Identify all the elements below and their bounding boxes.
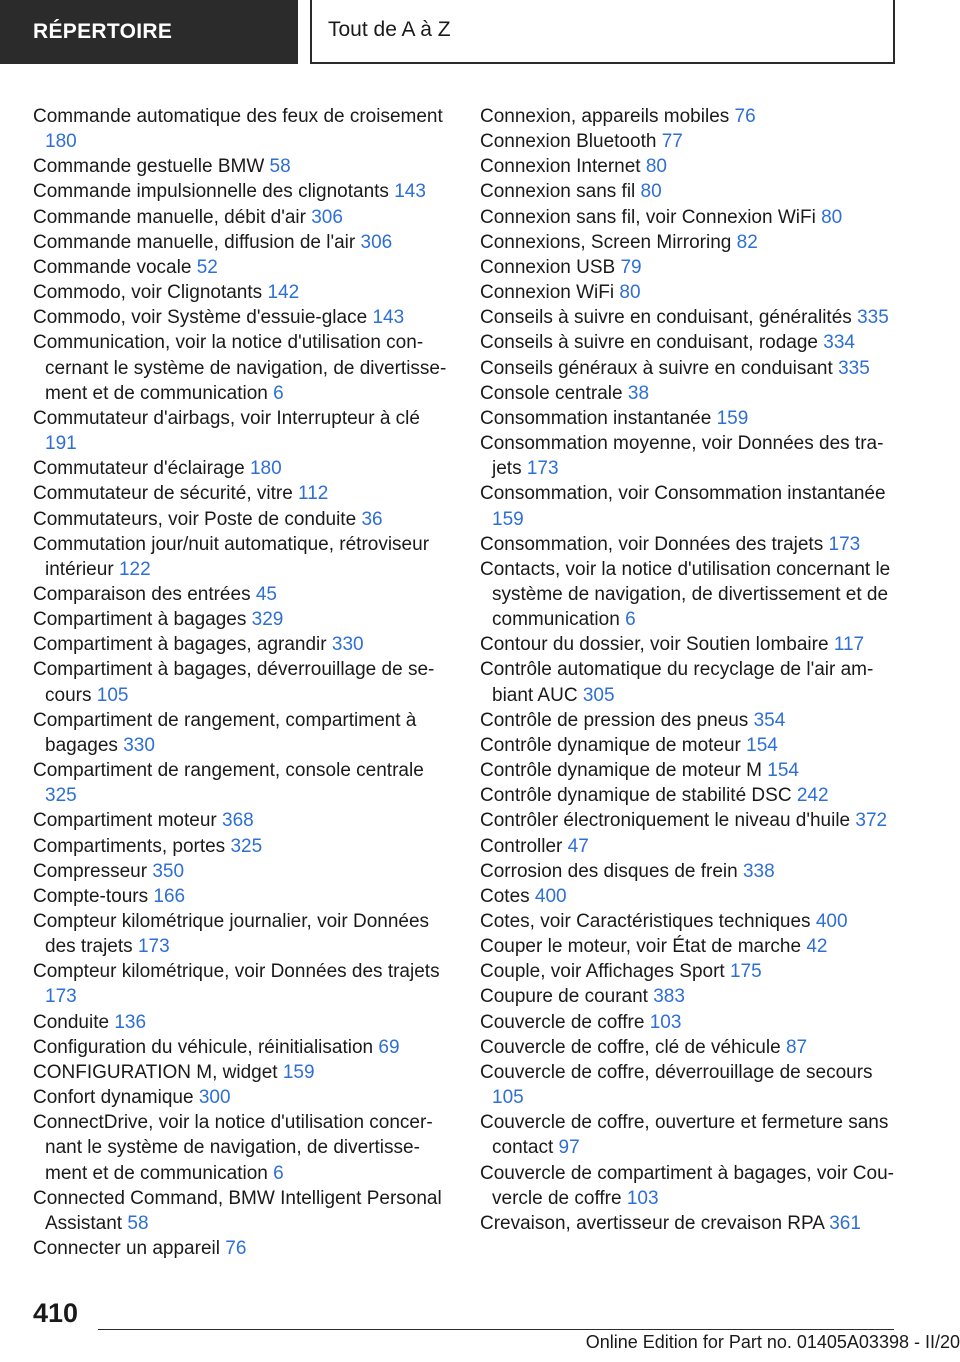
index-page-link[interactable]: 372: [855, 810, 888, 832]
index-page-link[interactable]: 136: [114, 1011, 147, 1033]
section-tab: RÉPERTOIRE: [0, 0, 298, 64]
index-entry: [33, 859, 453, 884]
index-page-link[interactable]: 334: [823, 332, 855, 354]
footer-edition: Online Edition for Part no. 01405A03398 - II/20: [585, 1332, 960, 1352]
index-entry-text: Couvercle de compartiment à bagages, voir Couvercle de coffre: [480, 1162, 894, 1209]
index-entry-text: Commande manuelle, diffusion de l'air: [33, 231, 356, 253]
index-page-link[interactable]: 6: [273, 1162, 284, 1184]
index-entry: [33, 305, 453, 330]
index-entry-text: Connexion, appareils mobiles: [480, 106, 730, 127]
index-entry: [480, 104, 898, 129]
index-entry-text: Crevaison, avertisseur de crevaison RPA: [480, 1212, 824, 1234]
index-entry: [480, 406, 898, 431]
index-entry: [480, 984, 898, 1009]
index-entry-text: Commutation jour/nuit automatique, rétroviseur intérieur: [33, 533, 430, 580]
index-page-link[interactable]: 361: [829, 1212, 861, 1234]
index-entry: [33, 632, 453, 657]
index-entry-text: Consommation, voir Consommation instantanée: [480, 483, 886, 505]
index-page-link[interactable]: 76: [734, 106, 756, 127]
index-page-link[interactable]: 350: [152, 860, 185, 882]
index-entry-text: Compartiment à bagages, agrandir: [33, 634, 327, 656]
index-entry: [33, 582, 453, 607]
index-entry: [480, 934, 898, 959]
index-entry: [480, 1110, 898, 1160]
index-page-link[interactable]: 305: [582, 684, 615, 706]
index-page-link[interactable]: 180: [249, 458, 282, 480]
index-page-link[interactable]: 6: [625, 609, 636, 631]
index-entry-text: Consommation instantanée: [480, 407, 712, 429]
index-page-link[interactable]: 335: [838, 357, 870, 379]
index-entry-text: Connexion Bluetooth: [480, 131, 657, 153]
index-entry-text: Communication, voir la notice d'utilisation concernant le système de navigation, de divertissement et de communication: [33, 332, 447, 404]
index-entry: [33, 657, 453, 707]
index-entry-text: Contrôle dynamique de moteur M: [480, 760, 762, 782]
index-entry-text: Cotes: [480, 885, 530, 907]
index-entry: [33, 1010, 453, 1035]
index-entry: [480, 657, 898, 707]
index-entry-text: Compartiment à bagages: [33, 609, 247, 631]
index-entry-text: Contrôle de pression des pneus: [480, 709, 749, 731]
index-entry: [33, 834, 453, 859]
index-page-link[interactable]: 173: [137, 936, 170, 958]
index-entry: [480, 381, 898, 406]
index-entry-text: Couvercle de coffre, ouverture et fermeture sans contact: [480, 1112, 889, 1159]
index-entry-text: Couple, voir Affichages Sport: [480, 961, 725, 983]
index-page-link[interactable]: 173: [45, 986, 77, 1008]
index-entry: [480, 1035, 898, 1060]
index-entry-text: Compte-tours: [33, 885, 149, 907]
index-entry-text: Contrôle dynamique de stabilité DSC: [480, 785, 792, 807]
index-page-link[interactable]: 38: [627, 382, 650, 404]
index-page-link[interactable]: 325: [230, 835, 263, 857]
index-page-link[interactable]: 79: [620, 256, 642, 278]
index-entry: [480, 1060, 898, 1110]
index-entry: [480, 330, 898, 355]
index-entry-text: Contour du dossier, voir Soutien lombaire: [480, 634, 829, 656]
index-entry-text: Connexion WiFi: [480, 282, 615, 304]
index-entry: [480, 959, 898, 984]
index-entry: [480, 909, 898, 934]
index-entry: [33, 205, 453, 230]
index-page-link[interactable]: 80: [619, 282, 641, 304]
index-page-link[interactable]: 80: [821, 206, 843, 228]
index-entry: [33, 607, 453, 632]
index-column-right: [480, 104, 898, 1236]
index-page-link[interactable]: 45: [255, 583, 277, 605]
index-page-link[interactable]: 180: [45, 131, 77, 153]
index-entry: [33, 230, 453, 255]
index-entry: [33, 758, 453, 808]
index-entry-text: Coupure de courant: [480, 986, 648, 1008]
index-entry: [33, 507, 453, 532]
index-page-link[interactable]: 80: [640, 181, 662, 203]
index-entry-text: Couvercle de coffre: [480, 1011, 645, 1033]
index-entry-text: Conseils généraux à suivre en conduisant: [480, 357, 833, 379]
index-entry-text: Contrôle automatique du recyclage de l'air ambiant AUC: [480, 659, 874, 706]
index-entry-text: Commutateurs, voir Poste de conduite: [33, 508, 357, 530]
index-page-link[interactable]: 159: [282, 1061, 315, 1083]
index-entry-text: Commande gestuelle BMW: [33, 156, 265, 178]
index-entry-text: Commutateur d'éclairage: [33, 458, 245, 480]
index-entry: [480, 808, 898, 833]
index-page-link[interactable]: 103: [626, 1187, 659, 1209]
index-entry: [33, 708, 453, 758]
index-page-link[interactable]: 47: [567, 835, 589, 857]
index-entry: [480, 859, 898, 884]
index-entry: [33, 1110, 453, 1185]
index-page-link[interactable]: 242: [796, 785, 829, 807]
index-page-link[interactable]: 335: [857, 307, 889, 329]
index-page-link[interactable]: 400: [534, 885, 567, 907]
index-entry: [33, 154, 453, 179]
index-page-link[interactable]: 191: [45, 433, 77, 455]
index-page-link[interactable]: 143: [372, 307, 405, 329]
index-entry-text: Compartiment de rangement, compartiment à bagages: [33, 709, 417, 756]
index-entry: [480, 1211, 898, 1236]
index-entry-text: Couper le moteur, voir État de marche: [480, 936, 802, 958]
index-entry-text: Compartiment à bagages, déverrouillage de secours: [33, 659, 435, 706]
index-entry: [480, 783, 898, 808]
index-entry-text: Corrosion des disques de frein: [480, 860, 738, 882]
index-entry: [480, 129, 898, 154]
index-page-link[interactable]: 103: [649, 1011, 682, 1033]
index-entry: [480, 758, 898, 783]
index-entry-text: ConnectDrive, voir la notice d'utilisation concernant le système de navigation, de divertissement et de communication: [33, 1112, 433, 1184]
index-entry: [480, 532, 898, 557]
index-column-left: [33, 104, 453, 1261]
index-entry-text: Conduite: [33, 1011, 110, 1033]
index-entry: [33, 1236, 453, 1261]
index-page-link[interactable]: 105: [492, 1087, 524, 1109]
index-page-link[interactable]: 97: [558, 1137, 580, 1159]
index-page-link[interactable]: 338: [742, 860, 775, 882]
index-entry-text: Contrôle dynamique de moteur: [480, 734, 741, 756]
index-page-link[interactable]: 42: [806, 936, 828, 958]
index-page-link[interactable]: 69: [378, 1036, 400, 1058]
index-page-link[interactable]: 87: [785, 1036, 808, 1058]
index-entry-text: Connexion Internet: [480, 156, 641, 178]
index-entry: [480, 733, 898, 758]
index-page-link[interactable]: 142: [267, 282, 300, 304]
index-page-link[interactable]: 368: [222, 810, 254, 832]
index-page-link[interactable]: 306: [311, 206, 343, 228]
index-page-link[interactable]: 175: [729, 961, 762, 983]
index-entry: [33, 884, 453, 909]
index-entry: [480, 179, 898, 204]
index-entry: [33, 808, 453, 833]
index-page-link[interactable]: 329: [251, 609, 284, 631]
index-entry-text: Comparaison des entrées: [33, 583, 251, 605]
index-entry: [480, 154, 898, 179]
index-entry: [480, 431, 898, 481]
index-page-link[interactable]: 36: [361, 508, 383, 530]
index-entry-text: Consommation, voir Données des trajets: [480, 533, 824, 555]
index-entry: [33, 280, 453, 305]
index-entry: [480, 557, 898, 632]
index-entry-text: Commutateur d'airbags, voir Interrupteur à clé: [33, 407, 420, 429]
index-entry-text: Commutateur de sécurité, vitre: [33, 483, 293, 505]
index-entry: [33, 1186, 453, 1236]
index-entry-text: Contacts, voir la notice d'utilisation concernant le système de navigation, de divertissement et de communication: [480, 558, 891, 631]
index-page-link[interactable]: 173: [828, 533, 861, 555]
index-entry: [480, 884, 898, 909]
index-entry: [33, 179, 453, 204]
index-page-link[interactable]: 173: [526, 458, 559, 480]
index-entry: [33, 456, 453, 481]
index-entry: [480, 305, 898, 330]
index-entry-text: Compresseur: [33, 860, 148, 882]
index-entry: [33, 255, 453, 280]
index-entry-text: Commande manuelle, débit d'air: [33, 206, 306, 228]
index-page-link[interactable]: 122: [118, 558, 151, 580]
index-entry: [480, 255, 898, 280]
footer-divider: [98, 1329, 894, 1330]
index-page-link[interactable]: 105: [96, 684, 129, 706]
index-entry: [33, 406, 453, 456]
index-page-link[interactable]: 330: [123, 734, 155, 756]
index-page-link[interactable]: 112: [298, 483, 329, 505]
index-entry-text: Confort dynamique: [33, 1087, 194, 1109]
index-page-link[interactable]: 6: [273, 382, 284, 404]
index-entry-text: Compteur kilométrique, voir Données des trajets: [33, 961, 440, 983]
index-entry-text: Couvercle de coffre, clé de véhicule: [480, 1036, 781, 1058]
index-page-link[interactable]: 159: [492, 508, 524, 530]
index-entry: [480, 280, 898, 305]
index-entry-text: Connecter un appareil: [33, 1238, 220, 1260]
index-entry: [33, 481, 453, 506]
index-entry-text: Consommation moyenne, voir Données des trajets: [480, 433, 884, 480]
index-page-link[interactable]: 325: [45, 785, 77, 807]
index-entry: [480, 205, 898, 230]
index-entry: [480, 356, 898, 381]
index-entry: [33, 909, 453, 959]
index-entry: [480, 708, 898, 733]
index-page-link[interactable]: 76: [225, 1238, 247, 1260]
index-entry: [480, 1010, 898, 1035]
index-page-link[interactable]: 143: [394, 181, 426, 203]
index-page-link[interactable]: 154: [746, 734, 778, 756]
index-page-link[interactable]: 354: [753, 709, 786, 731]
index-entry: [33, 1060, 453, 1085]
index-entry-text: Conseils à suivre en conduisant, rodage: [480, 332, 818, 354]
index-page-link[interactable]: 82: [736, 231, 758, 253]
index-entry: [33, 104, 453, 154]
index-entry-text: Commande vocale: [33, 256, 192, 278]
section-subtitle: Tout de A à Z: [310, 0, 895, 64]
index-entry: [480, 632, 898, 657]
index-page-link[interactable]: 52: [196, 256, 218, 278]
index-entry-text: Contrôler électroniquement le niveau d'huile: [480, 810, 851, 832]
page-header: [0, 0, 960, 66]
index-entry-text: Configuration du véhicule, réinitialisation: [33, 1036, 374, 1058]
index-entry: [480, 834, 898, 859]
index-page-link[interactable]: 383: [653, 986, 685, 1008]
index-page-link[interactable]: 159: [716, 407, 749, 429]
index-entry-text: Connexion sans fil, voir Connexion WiFi: [480, 206, 816, 228]
index-entry-text: Compteur kilométrique journalier, voir Données des trajets: [33, 911, 430, 958]
index-entry: [480, 481, 898, 531]
index-entry-text: Connexions, Screen Mirroring: [480, 231, 732, 253]
index-page-link[interactable]: 77: [661, 131, 683, 153]
index-entry-text: Commande impulsionnelle des clignotants: [33, 181, 389, 203]
index-entry-text: Couvercle de coffre, déverrouillage de secours: [480, 1061, 873, 1083]
index-entry: [33, 1035, 453, 1060]
index-entry-text: Commande automatique des feux de croisement: [33, 106, 443, 127]
index-page-link[interactable]: 300: [198, 1087, 231, 1109]
index-entry: [480, 230, 898, 255]
index-page-link[interactable]: 58: [127, 1212, 149, 1234]
index-page-link[interactable]: 166: [153, 885, 186, 907]
index-page-link[interactable]: 306: [360, 231, 393, 253]
index-entry: [33, 1085, 453, 1110]
index-page-link[interactable]: 117: [833, 634, 865, 656]
index-page-link[interactable]: 400: [815, 911, 848, 932]
index-entry: [33, 532, 453, 582]
index-entry-text: Commodo, voir Clignotants: [33, 282, 263, 304]
index-entry-text: Compartiments, portes: [33, 835, 226, 857]
index-page-link[interactable]: 58: [269, 156, 291, 178]
index-page-link[interactable]: 330: [331, 634, 364, 656]
index-entry: [33, 959, 453, 1009]
index-entry-text: Commodo, voir Système d'essuie-glace: [33, 307, 368, 329]
index-entry-text: Cotes, voir Caractéristiques techniques: [480, 911, 811, 932]
index-page-link[interactable]: 80: [645, 156, 667, 178]
index-page-link[interactable]: 154: [767, 760, 799, 782]
index-entry-text: Connexion sans fil: [480, 181, 636, 203]
index-entry-text: CONFIGURATION M, widget: [33, 1061, 278, 1083]
index-entry: [33, 330, 453, 405]
page-number: 410: [33, 1298, 79, 1328]
index-entry-text: Connected Command, BMW Intelligent Personal Assistant: [33, 1187, 442, 1234]
index-entry-text: Compartiment de rangement, console centrale: [33, 760, 424, 782]
index-entry-text: Console centrale: [480, 382, 623, 404]
index-entry-text: Connexion USB: [480, 256, 616, 278]
index-entry-text: Conseils à suivre en conduisant, généralités: [480, 307, 852, 329]
index-entry-text: Controller: [480, 835, 563, 857]
index-entry: [480, 1161, 898, 1211]
index-entry-text: Compartiment moteur: [33, 810, 217, 832]
